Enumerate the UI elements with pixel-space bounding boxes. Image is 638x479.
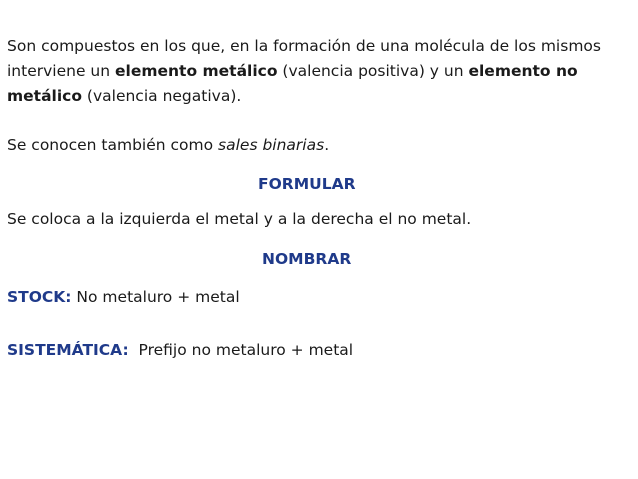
paragraph-line-1 bbox=[7, 36, 601, 56]
formular-heading: FORMULAR bbox=[258, 175, 356, 193]
sistematica-line bbox=[7, 340, 353, 360]
sistematica-label: SISTEMÁTICA: bbox=[7, 341, 129, 359]
stock-line bbox=[7, 287, 240, 307]
paragraph-line-1-text: Son compuestos en los que, en la formación de una molécula de los mismos bbox=[7, 37, 601, 55]
binary-salts-text: Se conocen también como bbox=[7, 136, 219, 154]
paragraph-line-2-bold-a: elemento metálico bbox=[115, 62, 278, 80]
paragraph-line-2-text-b: (valencia positiva) y un bbox=[277, 62, 469, 80]
binary-salts-italic: sales binarias bbox=[218, 136, 325, 154]
paragraph-line-3-text: (valencia negativa). bbox=[82, 87, 242, 105]
stock-text: No metaluro + metal bbox=[71, 288, 240, 306]
nombrar-heading: NOMBRAR bbox=[262, 250, 352, 268]
paragraph-line-2 bbox=[7, 61, 578, 81]
paragraph-line-2-text-a: interviene un bbox=[7, 62, 115, 80]
paragraph-line-3 bbox=[7, 86, 241, 106]
binary-salts-end: . bbox=[324, 136, 330, 154]
binary-salts-sentence bbox=[7, 135, 329, 155]
paragraph-line-3-bold: metálico bbox=[7, 87, 82, 105]
paragraph-line-2-bold-b: elemento no bbox=[468, 62, 578, 80]
stock-label: STOCK: bbox=[7, 288, 72, 306]
formular-text: Se coloca a la izquierda el metal y a la derecha el no metal. bbox=[7, 210, 472, 228]
sistematica-text: Prefijo no metaluro + metal bbox=[128, 341, 354, 359]
